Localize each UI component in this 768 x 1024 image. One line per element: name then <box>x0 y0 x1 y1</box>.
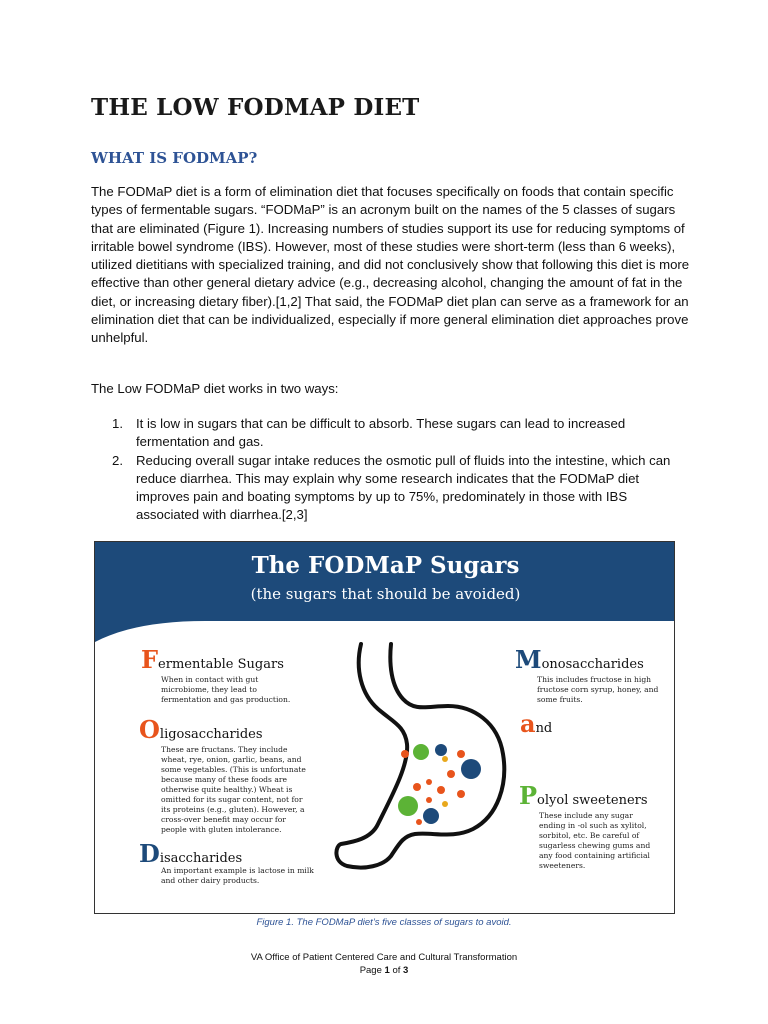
page-footer <box>0 951 768 977</box>
figure-subtitle: (the sugars that should be avoided) <box>250 585 521 603</box>
sugar-dot <box>435 744 447 756</box>
category-and <box>520 709 600 738</box>
footer-office: VA Office of Patient Centered Care and Cultural Transformation <box>250 952 518 963</box>
sugar-dot <box>413 744 429 760</box>
list-text: Reducing overall sugar intake reduces the osmotic pull of fluids into the intestine, which can reduce diarrhea. This may explain why some research indicates that the FODMaP diet improves pain and boating symptoms by up to 75%, predominately in those with IBS associated with diarrhea.[2,3] <box>136 452 671 523</box>
sugar-dot <box>426 779 432 785</box>
letter-a: a <box>520 709 536 738</box>
category-polyol <box>519 781 669 871</box>
sugar-dot <box>413 783 421 791</box>
works-paragraph: The Low FODMaP diet works in two ways: <box>91 381 339 396</box>
figure-title: The FODMaP Sugars <box>251 552 520 579</box>
sugar-dot <box>457 790 465 798</box>
category-name: olyol sweeteners <box>537 793 648 808</box>
sugar-dot <box>416 819 422 825</box>
list-text: It is low in sugars that can be difficult to absorb. These sugars can lead to increased fermentation and gas. <box>136 416 626 450</box>
list-item <box>91 452 691 525</box>
category-description: These are fructans. They include wheat, rye, onion, garlic, beans, and some vegetables. (This is unfortunate because many of these foods are otherwise quite healthy.) Wheat is omitted for its sugar content, not for its proteins (e.g., gluten). However, a cross-over benefit may occur for people with gluten intolerance. <box>161 745 306 834</box>
category-description: These include any sugar ending in -ol such as xylitol, sorbitol, etc. Be careful of sugarless chewing gums and any food containing artificial sweeteners. <box>539 811 651 870</box>
sugar-dot <box>447 770 455 778</box>
letter-o: O <box>139 715 160 744</box>
sugar-dot <box>461 759 481 779</box>
category-description: When in contact with gut microbiome, they lead to fermentation and gas production. <box>161 675 291 704</box>
category-description: This includes fructose in high fructose corn syrup, honey, and some fruits. <box>537 675 659 704</box>
numbered-list <box>91 415 691 525</box>
sugar-dot <box>423 808 439 824</box>
sugar-dot <box>398 796 418 816</box>
document-title: THE LOW FODMAP DIET <box>91 94 420 121</box>
list-item <box>91 415 691 452</box>
category-name: ermentable Sugars <box>158 657 284 672</box>
category-fermentable <box>141 645 311 705</box>
category-name: nd <box>535 721 553 736</box>
category-oligosaccharides <box>139 715 329 835</box>
category-disaccharides <box>139 839 339 886</box>
category-name: ligosaccharides <box>159 727 263 742</box>
sugar-dot <box>401 750 409 758</box>
intro-paragraph: The FODMaP diet is a form of elimination diet that focuses specifically on foods that contain specific types of fermentable sugars. “FODMaP” is an acronym built on the names of the 5 classes of sugars that are eliminated (Figure 1). Increasing numbers of studies support its use for reducing symptoms of irritable bowel syndrome (IBS). However, most of these studies were short-term (less than 6 weeks), utilized dietitians with specialized training, and did not conclusively show that following this diet is more effective than other general dietary advice (e.g., decreasing alcohol, changing the amount of fat in the diet, or increasing dietary fiber).[1,2] That said, the FODMaP diet plan can serve as a framework for an elimination diet that can be individualized, especially if more general elimination diet approaches prove unhelpful. <box>91 184 690 346</box>
category-monosaccharides <box>515 645 665 705</box>
stomach-illustration <box>333 634 513 894</box>
list-number: 2. <box>112 452 123 468</box>
category-description: An important example is lactose in milk and other dairy products. <box>161 866 314 885</box>
sugar-dot <box>437 786 445 794</box>
category-name: isaccharides <box>159 851 243 866</box>
sugar-dot <box>426 797 432 803</box>
fodmap-figure <box>94 541 675 914</box>
sugar-dot <box>442 756 448 762</box>
sugar-dot <box>442 801 448 807</box>
list-number: 1. <box>112 416 123 431</box>
letter-f: F <box>141 645 159 674</box>
figure-caption: Figure 1. The FODMaP diet’s five classes of sugars to avoid. <box>256 917 512 928</box>
page-number: Page 1 of 3 <box>359 965 409 976</box>
letter-m: M <box>515 645 542 674</box>
letter-p: P <box>519 781 538 810</box>
sugar-dot <box>457 750 465 758</box>
letter-d: D <box>139 839 160 868</box>
section-heading: WHAT IS FODMAP? <box>91 149 258 167</box>
category-name: onosaccharides <box>541 657 644 672</box>
